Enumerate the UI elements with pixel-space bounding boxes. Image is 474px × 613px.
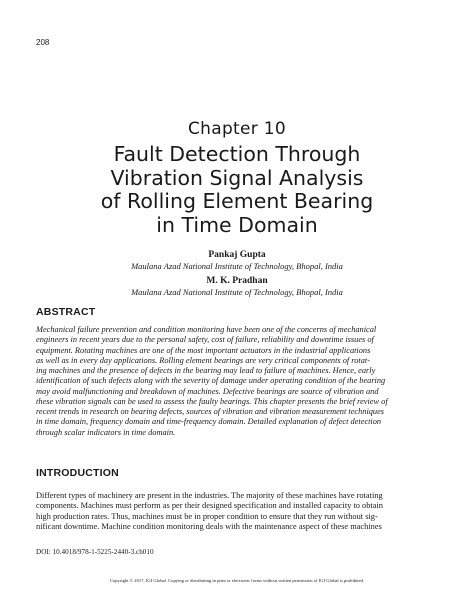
doi: DOI: 10.4018/978-1-5225-2440-3.ch010 xyxy=(36,548,154,556)
introduction-line: nificant downtime. Machine condition monitoring deals with the maintenance aspect of these machines xyxy=(36,521,382,531)
author-name: M. K. Pradhan xyxy=(206,276,268,286)
abstract-line: these vibration signals can be used to assess the faulty bearings. This chapter presents the brief review of xyxy=(36,396,388,406)
chapter-title-line: Fault Detection Through xyxy=(113,142,361,166)
abstract-body xyxy=(36,325,438,438)
chapter-label: Chapter 10 xyxy=(187,119,286,139)
abstract-line: recent trends in research on bearing defects, sources of vibration and vibration measurement techniques xyxy=(36,407,385,416)
introduction-line: components. Machines must perform as per their designed specification and installed capacity to obtain xyxy=(36,501,383,511)
page-number: 208 xyxy=(36,38,50,47)
copyright-notice: Copyright © 2017, IGI Global. Copying or distributing in print or electronic forms without written permission of IGI Global is prohibited. xyxy=(109,578,365,583)
author-name: Pankaj Gupta xyxy=(208,250,266,260)
abstract-line: as well as in every day applications. Rolling element bearings are very critical components of rotat- xyxy=(36,355,370,365)
introduction-line: Different types of machinery are present in the industries. The majority of these machines have rotating xyxy=(36,491,383,500)
introduction-heading: INTRODUCTION xyxy=(36,467,119,479)
chapter-title-line: of Rolling Element Bearing xyxy=(100,189,374,213)
abstract-line: identification of such defects along with the severity of damage under operating condition of the bearing xyxy=(36,376,386,386)
introduction-body xyxy=(36,491,438,532)
author-affiliation: Maulana Azad National Institute of Technology, Bhopal, India xyxy=(131,287,343,297)
abstract-line: equipment. Rotating machines are one of the most important actuators in the industrial applications xyxy=(36,345,371,355)
abstract-line: may avoid malfunctioning and breakdown of machines. Defective bearings are source of vibration and xyxy=(36,386,379,396)
author-block xyxy=(0,249,474,272)
abstract-line: ing machines and the presence of defects in the bearing may lead to failure of machines. Hence, early xyxy=(36,366,376,375)
abstract-line: Mechanical failure prevention and condition monitoring have been one of the concerns of mechanical xyxy=(36,325,377,334)
abstract-line: engineers in recent years due to the personal safety, cost of failure, reliability and downtime issues of xyxy=(36,335,374,345)
chapter-title-line: Vibration Signal Analysis xyxy=(110,165,364,190)
abstract-line: through scalar indicators in time domain. xyxy=(36,427,176,437)
introduction-line: high production rates. Thus, machines must be in proper condition to ensure that they run without sig- xyxy=(36,511,378,521)
chapter-title xyxy=(40,143,434,237)
chapter-title-line: in Time Domain xyxy=(156,212,318,237)
author-affiliation: Maulana Azad National Institute of Technology, Bhopal, India xyxy=(131,261,343,271)
abstract-heading: ABSTRACT xyxy=(36,306,96,318)
abstract-line: in time domain, frequency domain and time-frequency domain. Detailed explanation of defect detection xyxy=(36,417,382,427)
author-block xyxy=(0,275,474,298)
